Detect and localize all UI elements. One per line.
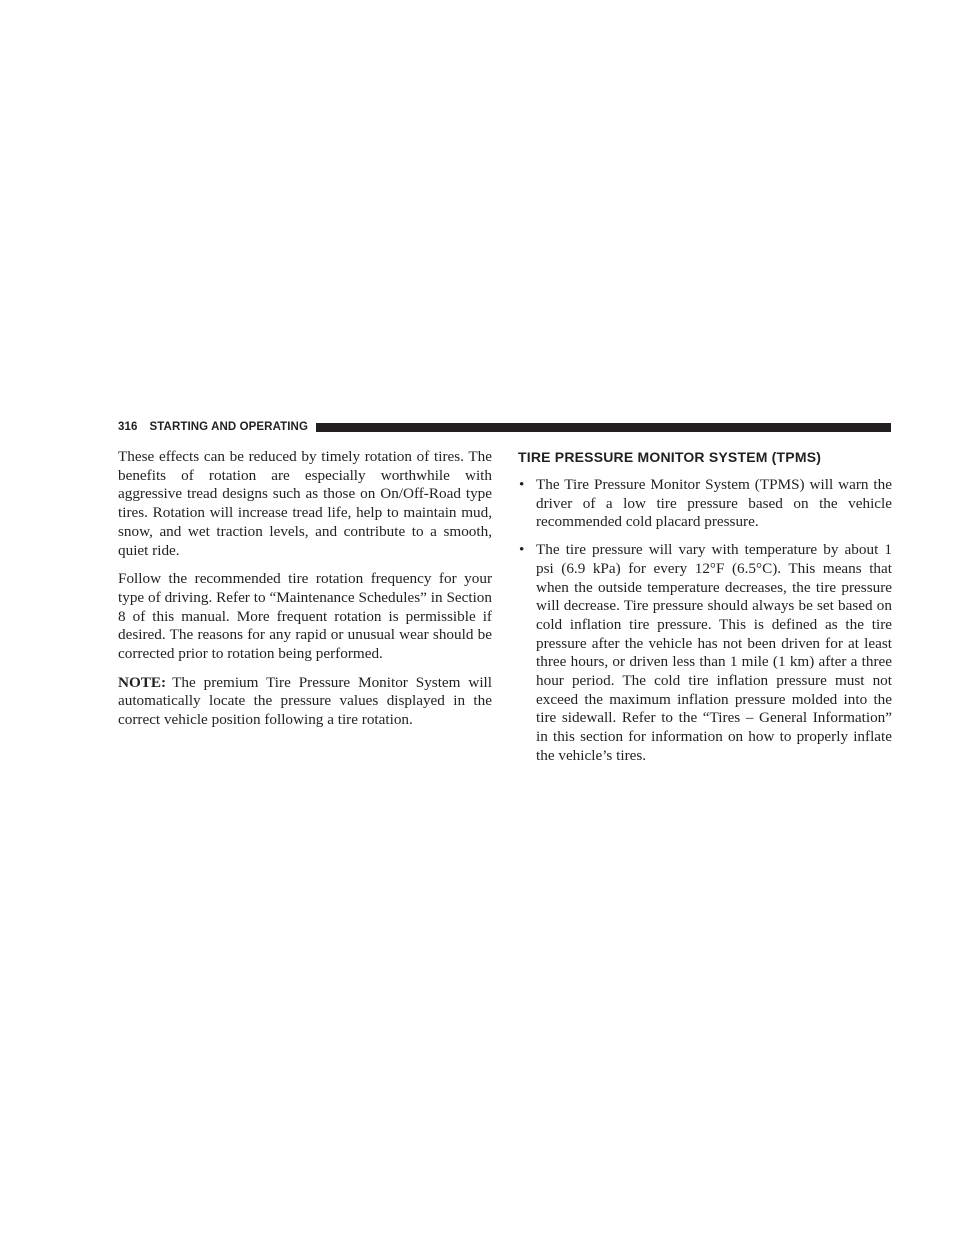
rotation-paragraph: These effects can be reduced by timely rotation of tires. The benefits of rotation are especially worthwhile with aggressive tread designs such as those on On/Off-Road type tires. Rotation will increase tread life, help to maintain mud, snow, and wet traction levels, and contribute to a smooth, quiet ride.	[118, 448, 492, 559]
list-item	[518, 476, 892, 532]
page-header	[118, 420, 891, 434]
section-title: STARTING AND OPERATING	[149, 421, 309, 433]
note-paragraph	[118, 674, 492, 730]
bullet-icon: •	[519, 476, 525, 493]
page-number: 316	[118, 421, 138, 433]
list-item-text: The tire pressure will vary with temperature by about 1 psi (6.9 kPa) for every 12°F (6.5°C). This means that when the outside temperature decreases, the tire pressure will decrease. Tire pressure should always be set based on cold inflation tire pressure. This is defined as the tire pressure after the vehicle has not been driven for at least three hours, or driven less than 1 mile (1 km) after a three hour period. The cold tire inflation pressure must not exceed the maximum inflation pressure molded into the tire sidewall. Refer to the “Tires – General Information” in this section for information on how to properly inflate the vehicle’s tires.	[536, 541, 892, 764]
tpms-heading: TIRE PRESSURE MONITOR SYSTEM (TPMS)	[518, 449, 822, 465]
list-item	[518, 541, 892, 765]
left-column	[118, 448, 492, 740]
tpms-bullet-list	[518, 476, 892, 766]
note-text: The premium Tire Pressure Monitor System will automatically locate the pressure values displayed in the correct vehicle position following a tire rotation.	[118, 673, 492, 729]
rotation-frequency-paragraph: Follow the recommended tire rotation frequency for your type of driving. Refer to “Maintenance Schedules” in Section 8 of this manual. More frequent rotation is permissible if desired. The reasons for any rapid or unusual wear should be corrected prior to rotation being performed.	[118, 570, 492, 663]
right-column	[518, 448, 892, 775]
header-rule	[316, 423, 891, 432]
bullet-icon: •	[519, 541, 525, 559]
note-label: NOTE:	[118, 673, 167, 691]
list-item-text: The Tire Pressure Monitor System (TPMS) will warn the driver of a low tire pressure based on the vehicle recommended cold placard pressure.	[536, 476, 892, 531]
